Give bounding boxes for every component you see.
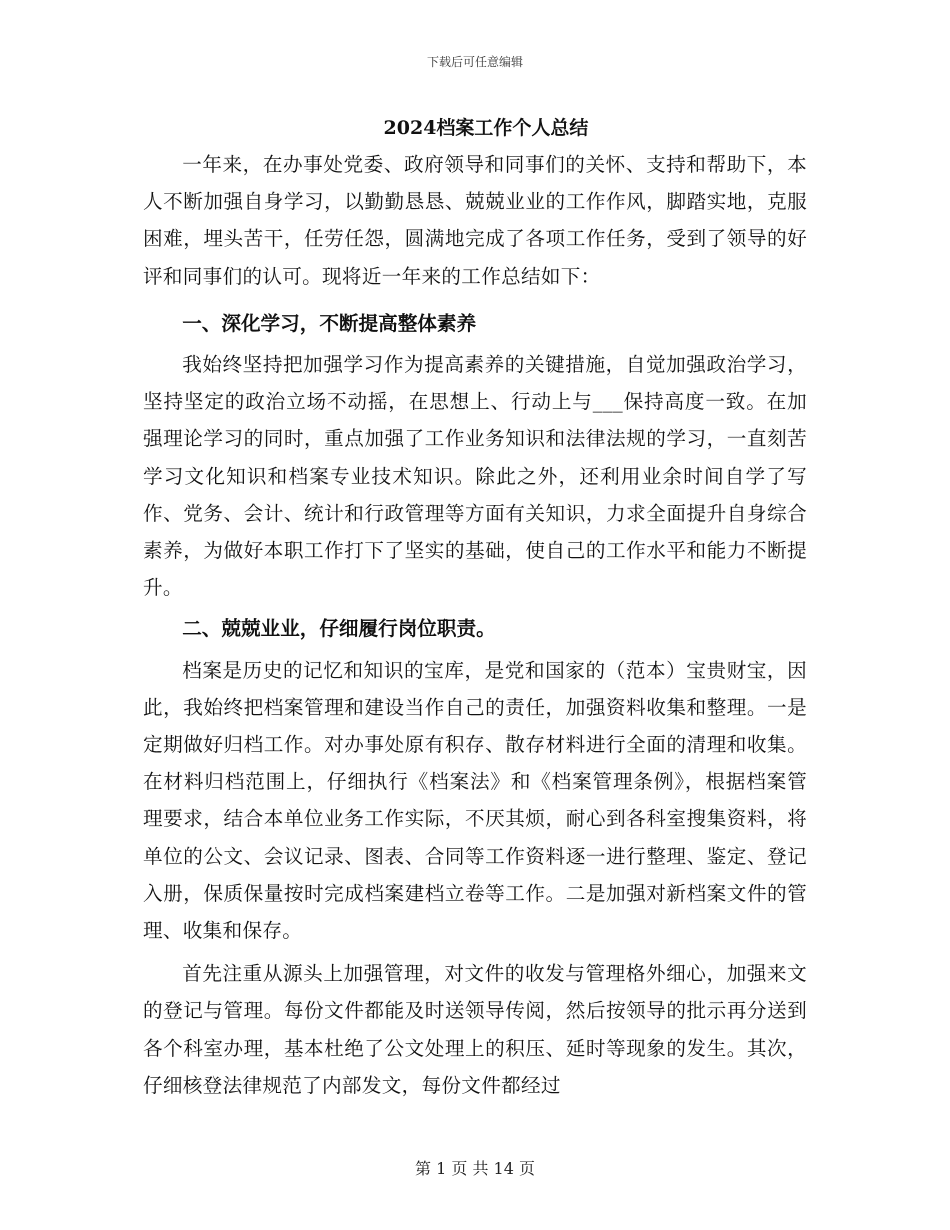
page-header: 下载后可任意编辑 — [426, 55, 523, 69]
section-2-paragraph-1: 档案是历史的记忆和知识的宝库，是党和国家的（范本）宝贵财宝，因此，我始终把档案管理和建设当作自己的责任，加强资料收集和整理。一是定期做好归档工作。对办事处原有积存、散存材料进行全面的清理和收集。在材料归档范围上，仔细执行《档案法》和《档案管理条例》，根据档案管理要求，结合本单位业务工作实际，不厌其烦，耐心到各科室搜集资料，将单位的公文、会议记录、图表、合同等工作资料逐一进行整理、鉴定、登记入册，保质保量按时完成档案建档立卷等工作。二是加强对新档案文件的管理、收集和保存。 — [143, 658, 807, 943]
section-1-paragraph: 我始终坚持把加强学习作为提高素养的关键措施，自觉加强政治学习，坚持坚定的政治立场不动摇，在思想上、行动上与___保持高度一致。在加强理论学习的同时，重点加强了工作业务知识和法律法规的学习，一直刻苦学习文化知识和档案专业技术知识。除此之外，还利用业余时间自学了写作、党务、会计、统计和行政管理等方面有关知识，力求全面提升自身综合素养，为做好本职工作打下了坚实的基础，使自己的工作水平和能力不断提升。 — [143, 353, 807, 600]
section-2-paragraph-2: 首先注重从源头上加强管理，对文件的收发与管理格外细心，加强来文的登记与管理。每份文件都能及时送领导传阅，然后按领导的批示再分送到各个科室办理，基本杜绝了公文处理上的积压、延时等现象的发生。其次，仔细核登法律规范了内部发文，每份文件都经过 — [143, 962, 807, 1097]
section-1-heading: 一、深化学习，不断提高整体素养 — [182, 311, 477, 335]
page-footer: 第 1 页 共 14 页 — [415, 1159, 535, 1178]
document-body — [143, 110, 807, 1104]
section-2-heading: 二、兢兢业业，仔细履行岗位职责。 — [182, 617, 496, 641]
intro-paragraph: 一年来，在办事处党委、政府领导和同事们的关怀、支持和帮助下，本人不断加强自身学习，以勤勤恳恳、兢兢业业的工作作风，脚踏实地，克服困难，埋头苦干，任劳任怨，圆满地完成了各项工作任务，受到了领导的好评和同事们的认可。现将近一年来的工作总结如下： — [143, 153, 807, 288]
spacer — [143, 295, 807, 301]
document-title: 2024档案工作个人总结 — [383, 117, 589, 139]
